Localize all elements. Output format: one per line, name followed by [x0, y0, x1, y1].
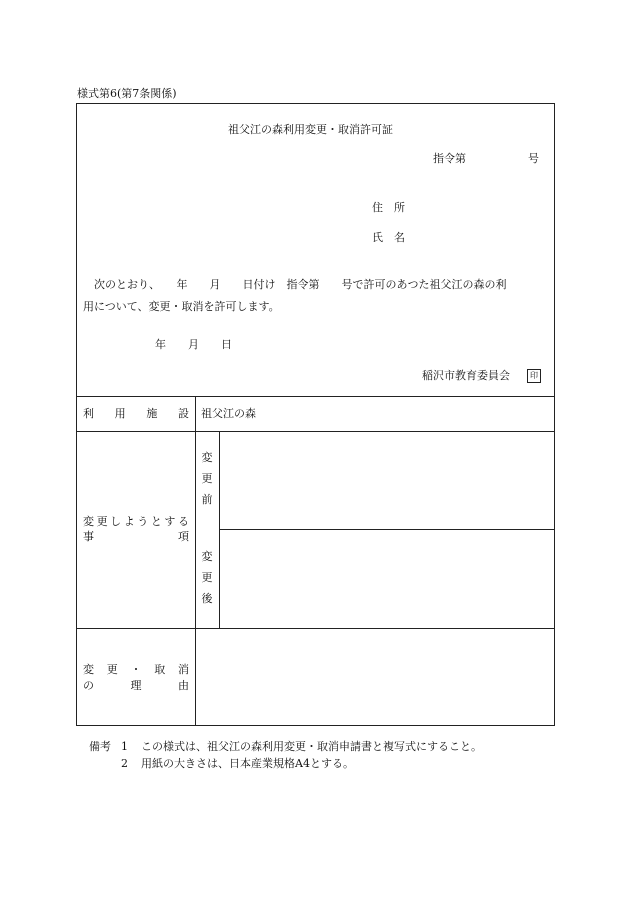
seal-mark: 印 — [527, 369, 541, 383]
reason-label-line-2 — [83, 679, 189, 693]
divider-before-after — [219, 529, 554, 530]
notes-heading: 備考 — [89, 740, 111, 753]
label-char: 用 — [114, 407, 126, 420]
label-char: る — [177, 515, 189, 528]
notes — [89, 738, 482, 772]
note-text: 用紙の大きさは、日本産業規格A4とする。 — [141, 757, 354, 770]
permit-form-frame — [76, 103, 555, 726]
change-item-label-line-1 — [83, 515, 189, 529]
label-char: 取 — [154, 663, 166, 676]
divider-before-after-column — [219, 431, 220, 628]
order-number-suffix: 号 — [528, 152, 539, 165]
label-char: と — [150, 515, 162, 528]
label-char: 変 — [201, 451, 213, 464]
label-char: 更 — [201, 472, 213, 485]
form-number: 様式第6(第7条関係) — [77, 87, 177, 100]
divider-label-column — [195, 396, 196, 725]
label-char: 設 — [177, 407, 189, 420]
label-char: す — [164, 515, 176, 528]
divider-facility-row — [77, 431, 554, 432]
label-char: 理 — [130, 679, 142, 692]
order-number-prefix: 指令第 — [433, 152, 466, 165]
label-char: 更 — [96, 515, 108, 528]
certificate-body-line-1: 次のとおり、 年 月 日付け 指令第 号で許可のあつた祖父江の森の利 — [94, 278, 507, 291]
label-char: よ — [123, 515, 135, 528]
label-char: 変 — [201, 550, 213, 563]
label-char: 施 — [146, 407, 158, 420]
certificate-title: 祖父江の森利用変更・取消許可証 — [228, 123, 393, 136]
label-char: し — [110, 515, 122, 528]
label-char: 更 — [106, 663, 118, 676]
issuer-name: 稲沢市教育委員会 — [422, 369, 510, 382]
label-char: 由 — [178, 679, 189, 692]
address-label: 住 所 — [372, 201, 405, 214]
label-char: 事 — [83, 530, 94, 543]
divider-certificate-table — [77, 396, 554, 397]
note-text: この様式は、祖父江の森利用変更・取消申請書と複写式にすること。 — [141, 740, 482, 753]
issue-date-line: 年 月 日 — [155, 338, 232, 351]
note-item — [89, 755, 482, 772]
label-char: 変 — [83, 515, 94, 528]
facility-value: 祖父江の森 — [201, 407, 256, 420]
name-label: 氏 名 — [372, 231, 405, 244]
before-label — [201, 447, 213, 510]
reason-label-line-1 — [83, 663, 189, 677]
label-char: 変 — [83, 663, 94, 676]
label-char: の — [83, 679, 94, 692]
note-number: 2 — [121, 757, 128, 770]
label-char: 後 — [201, 592, 213, 605]
after-label — [201, 546, 213, 609]
change-item-label-line-2 — [83, 530, 189, 544]
label-char: 更 — [201, 571, 213, 584]
facility-label — [83, 407, 189, 421]
note-number: 1 — [121, 740, 128, 753]
label-char: ・ — [130, 663, 142, 676]
label-char: 項 — [178, 530, 189, 543]
divider-change-reason — [77, 628, 554, 629]
certificate-body-line-2: 用について、変更・取消を許可します。 — [83, 300, 280, 313]
label-char: 消 — [178, 663, 189, 676]
label-char: 利 — [83, 407, 94, 420]
label-char: 前 — [201, 493, 213, 506]
label-char: う — [137, 515, 149, 528]
note-item — [89, 738, 482, 755]
